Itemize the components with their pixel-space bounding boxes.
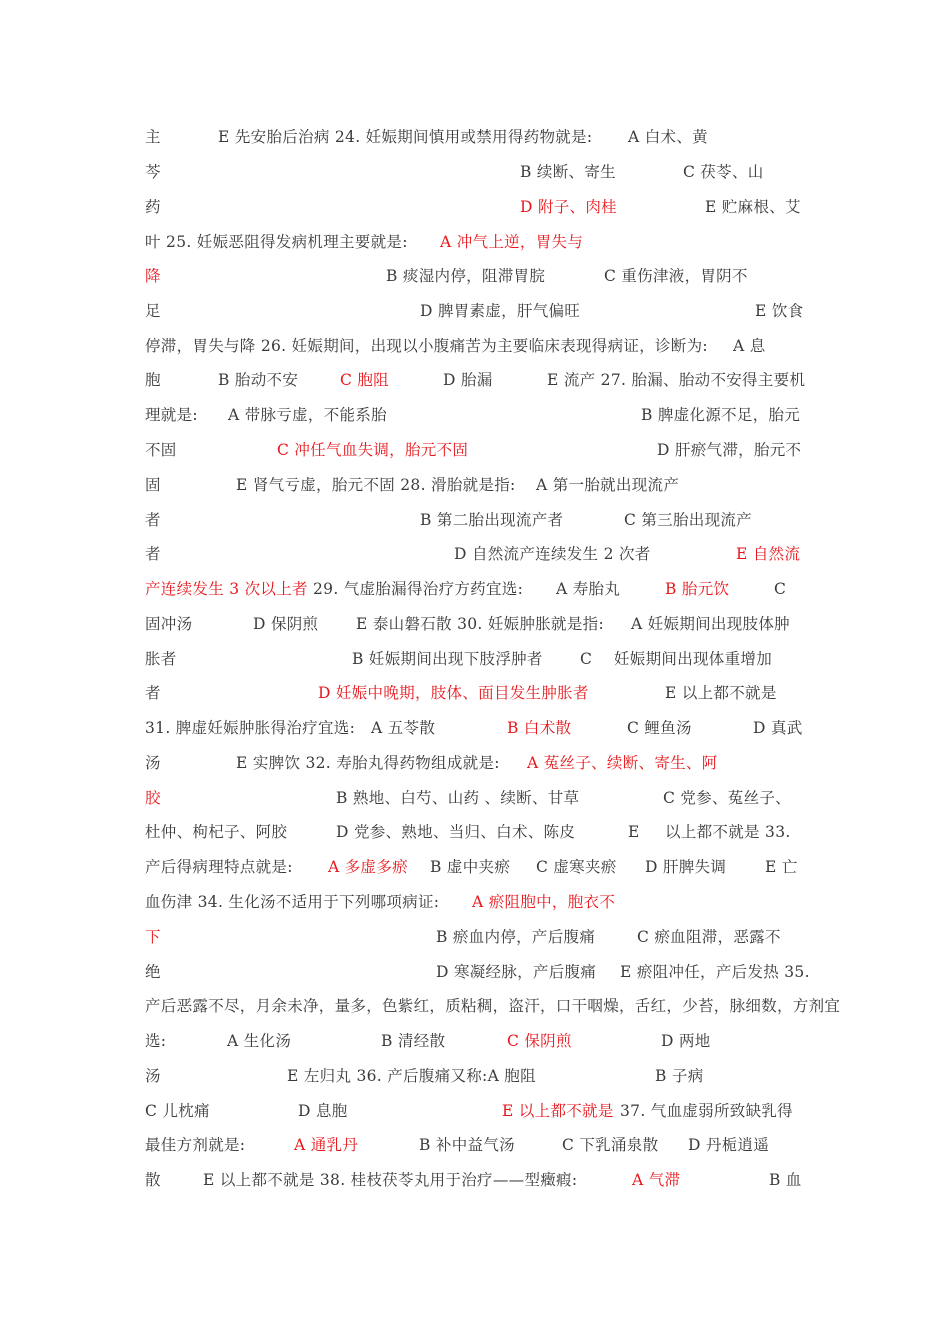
question-text: E 先安胎后治病 24. 妊娠期间慎用或禁用得药物就是: [218,128,593,146]
question-text: 31. 脾虚妊娠肿胀得治疗宜选: [145,719,356,737]
question-text: B 妊娠期间出现下肢浮肿者 [352,650,543,668]
question-text: 芩 [145,163,161,181]
question-text: B 清经散 [381,1032,446,1050]
question-text: E 饮食 [755,302,804,320]
answer-text: A 冲气上逆，胃失与 [440,233,584,251]
question-text: B 血 [769,1171,802,1189]
text-line [0,820,950,844]
question-text: 29. 气虚胎漏得治疗方药宜选: [313,580,524,598]
question-text: 汤 [145,754,161,772]
text-line [0,125,950,149]
question-text: 固冲汤 [145,615,193,633]
text-line [0,960,950,984]
question-text: C [580,650,593,668]
question-text: E 肾气亏虚，胎元不固 28. 滑胎就是指: [236,476,516,494]
text-line [0,786,950,810]
question-text: 37. 气血虚弱所致缺乳得 [620,1102,793,1120]
answer-text: 产连续发生 3 次以上者 [145,580,308,598]
question-text: C [774,580,787,598]
question-text: E 泰山磐石散 30. 妊娠肿胀就是指: [356,615,604,633]
question-text: C 茯苓、山 [683,163,764,181]
text-line [0,368,950,392]
answer-text: B 胎元饮 [665,580,730,598]
question-text: D 真武 [753,719,803,737]
text-line [0,855,950,879]
question-text: 者 [145,545,161,563]
question-text: 叶 25. 妊娠恶阻得发病机理主要就是: [145,233,408,251]
question-text: A 生化汤 [227,1032,292,1050]
question-text: 停滞，胃失与降 26. 妊娠期间，出现以小腹痛苦为主要临床表现得病证，诊断为: [145,337,708,355]
question-text: B 补中益气汤 [419,1136,515,1154]
answer-text: D 妊娠中晚期，肢体、面目发生肿胀者 [318,684,589,702]
question-text: C 儿枕痛 [145,1102,210,1120]
answer-text: E 以上都不就是 [502,1102,614,1120]
text-line [0,612,950,636]
question-text: 产后得病理特点就是: [145,858,293,876]
answer-text: 下 [145,928,161,946]
text-line [0,403,950,427]
text-line [0,473,950,497]
question-text: B 脾虚化源不足，胎元 [641,406,801,424]
text-line [0,647,950,671]
text-line [0,751,950,775]
answer-text: B 白术散 [507,719,572,737]
question-text: A 白术、黄 [628,128,708,146]
answer-text: E 自然流 [736,545,801,563]
answer-text: D 附子、肉桂 [520,198,617,216]
question-text: B 子病 [655,1067,704,1085]
answer-text: C 胞阻 [340,371,389,389]
question-text: D 自然流产连续发生 2 次者 [454,545,651,563]
question-text: D 两地 [661,1032,711,1050]
text-line [0,195,950,219]
answer-text: A 多虚多瘀 [328,858,408,876]
question-text: 杜仲、枸杞子、阿胶 [145,823,288,841]
question-text: A 息 [733,337,766,355]
text-line [0,994,950,1018]
question-text: E 流产 27. 胎漏、胎动不安得主要机 [547,371,806,389]
text-line [0,1064,950,1088]
answer-text: C 保阴煎 [507,1032,572,1050]
text-line [0,577,950,601]
question-text: C 瘀血阻滞，恶露不 [637,928,781,946]
question-text: E 以上都不就是 [665,684,777,702]
question-text: B 第二胎出现流产者 [420,511,564,529]
answer-text: A 气滞 [632,1171,681,1189]
question-text: 者 [145,511,161,529]
question-text: 固 [145,476,161,494]
question-text: C 虚寒夹瘀 [536,858,617,876]
question-text: D 保阴煎 [253,615,319,633]
question-text: E 瘀阻冲任，产后发热 35. [620,963,810,981]
question-text: D 胎漏 [443,371,493,389]
question-text: D 息胞 [298,1102,348,1120]
text-line [0,1133,950,1157]
question-text: D 党参、熟地、当归、白术、陈皮 [336,823,576,841]
question-text: 血伤津 34. 生化汤不适用于下列哪项病证: [145,893,440,911]
answer-text: C 冲任气血失调，胎元不固 [277,441,469,459]
answer-text: 降 [145,267,161,285]
question-text: B 瘀血内停，产后腹痛 [436,928,596,946]
question-text: E 以上都不就是 38. 桂枝茯苓丸用于治疗——型癥瘕: [203,1171,578,1189]
question-text: B 虚中夹瘀 [430,858,511,876]
text-line [0,334,950,358]
text-line [0,925,950,949]
question-text: B 熟地、白芍、山药 、续断、甘草 [336,789,580,807]
text-line [0,508,950,532]
text-line [0,264,950,288]
question-text: E 亡 [765,858,798,876]
question-text: 胀者 [145,650,177,668]
question-text: D 肝瘀气滞，胎元不 [657,441,802,459]
question-text: C 下乳涌泉散 [562,1136,659,1154]
question-text: 汤 [145,1067,161,1085]
question-text: D 寒凝经脉，产后腹痛 [436,963,597,981]
answer-text: A 瘀阻胞中，胞衣不 [472,893,616,911]
question-text: 选: [145,1032,167,1050]
text-line [0,299,950,323]
answer-text: A 通乳丹 [294,1136,359,1154]
text-line [0,716,950,740]
text-line [0,160,950,184]
answer-text: 胶 [145,789,161,807]
question-text: 产后恶露不尽，月余未净，量多，色紫红，质粘稠，盗汗，口干咽燥，舌红，少苔，脉细数，方剂宜 [145,997,841,1015]
question-text: 散 [145,1171,161,1189]
text-line [0,1029,950,1053]
question-text: E [628,823,640,841]
question-text: 不固 [145,441,177,459]
question-text: C 鲤鱼汤 [627,719,692,737]
question-text: A 第一胎就出现流产 [536,476,680,494]
question-text: 妊娠期间出现体重增加 [614,650,773,668]
question-text: 以上都不就是 33. [665,823,791,841]
answer-text: A 菟丝子、续断、寄生、阿 [527,754,718,772]
question-text: A 寿胎丸 [556,580,621,598]
question-text: 者 [145,684,161,702]
question-text: 理就是: [145,406,198,424]
question-text: 足 [145,302,161,320]
question-text: 主 [145,128,161,146]
question-text: A 带脉亏虚，不能系胎 [228,406,387,424]
question-text: 最佳方剂就是: [145,1136,246,1154]
question-text: C 重伤津液，胃阴不 [604,267,748,285]
question-text: D 肝脾失调 [645,858,727,876]
text-line [0,681,950,705]
question-text: B 续断、寄生 [520,163,616,181]
question-text: C 党参、菟丝子、 [663,789,791,807]
question-text: A 五苓散 [371,719,436,737]
question-text: B 痰湿内停，阻滞胃脘 [386,267,546,285]
question-text: C 第三胎出现流产 [624,511,752,529]
text-line [0,438,950,462]
question-text: 绝 [145,963,161,981]
question-text: E 实脾饮 32. 寿胎丸得药物组成就是: [236,754,500,772]
text-line [0,1168,950,1192]
question-text: D 脾胃素虚，肝气偏旺 [420,302,581,320]
text-line [0,542,950,566]
question-text: E 贮麻根、艾 [705,198,801,216]
question-text: D 丹栀逍遥 [688,1136,770,1154]
question-text: B 胎动不安 [218,371,299,389]
question-text: E 左归丸 36. 产后腹痛又称:A 胞阻 [287,1067,536,1085]
text-line [0,230,950,254]
question-text: A 妊娠期间出现肢体肿 [631,615,790,633]
text-line [0,1099,950,1123]
text-line [0,890,950,914]
question-text: 药 [145,198,161,216]
question-text: 胞 [145,371,161,389]
